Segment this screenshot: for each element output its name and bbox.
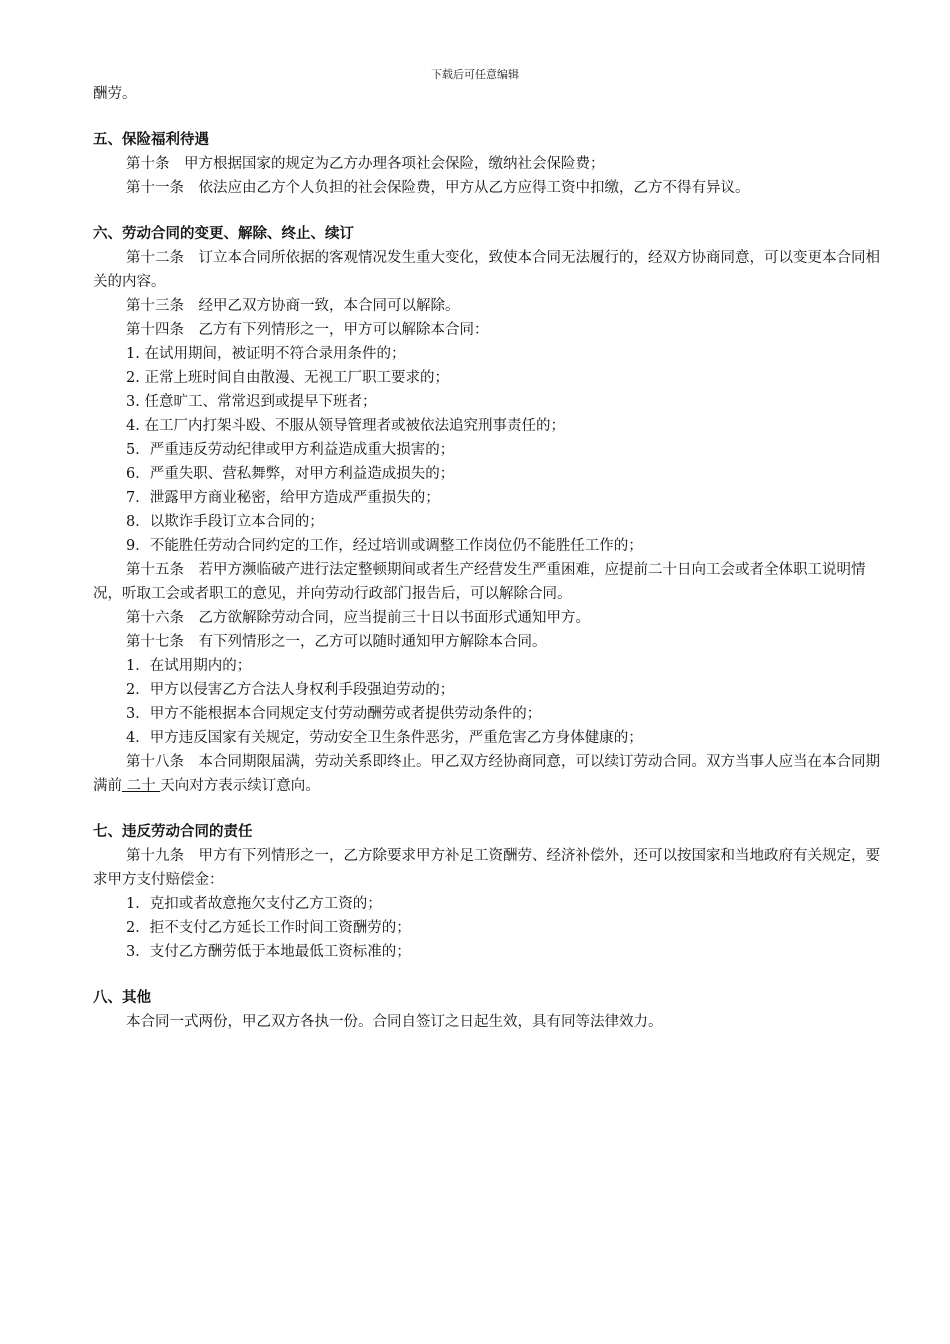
article-14-item: 3. 任意旷工、常常迟到或提早下班者； <box>126 394 377 410</box>
article-19-item: 3．支付乙方酬劳低于本地最低工资标准的； <box>126 944 411 960</box>
renewal-days-blank: 二十 <box>122 778 161 794</box>
lead-text: 酬劳。 <box>93 86 137 102</box>
article-14-item: 7．泄露甲方商业秘密，给甲方造成严重损失的； <box>126 490 440 506</box>
section-7-heading: 七、违反劳动合同的责任 <box>93 824 253 840</box>
article-17-item: 1．在试用期内的； <box>126 658 252 674</box>
article-18-text-start: 第十八条 本合同期限届满，劳动关系即终止。甲乙双方经协商同意，可以续订劳动合同。双方当事人应当在本合同期满前 <box>93 754 880 794</box>
article-18 <box>93 750 883 798</box>
article-13: 第十三条 经甲乙双方协商一致，本合同可以解除。 <box>126 298 460 314</box>
article-14-item: 1. 在试用期间，被证明不符合录用条件的； <box>126 346 406 362</box>
section-6-heading: 六、劳动合同的变更、解除、终止、续订 <box>93 226 354 242</box>
article-14-item: 6．严重失职、营私舞弊，对甲方利益造成损失的； <box>126 466 455 482</box>
article-18-text-end: 天向对方表示续订意向。 <box>160 778 320 794</box>
article-16: 第十六条 乙方欲解除劳动合同，应当提前三十日以书面形式通知甲方。 <box>126 610 590 626</box>
document-body <box>93 82 883 1034</box>
article-19-item: 1．克扣或者故意拖欠支付乙方工资的； <box>126 896 382 912</box>
article-17-item: 2．甲方以侵害乙方合法人身权利手段强迫劳动的； <box>126 682 455 698</box>
article-14-item: 8．以欺诈手段订立本合同的； <box>126 514 324 530</box>
article-17-item: 4．甲方违反国家有关规定，劳动安全卫生条件恶劣，严重危害乙方身体健康的； <box>126 730 643 746</box>
article-14-item: 9．不能胜任劳动合同约定的工作，经过培训或调整工作岗位仍不能胜任工作的； <box>126 538 643 554</box>
page-header: 下载后可任意编辑 <box>431 68 519 81</box>
section-8-text: 本合同一式两份，甲乙双方各执一份。合同自签订之日起生效，具有同等法律效力。 <box>126 1014 663 1030</box>
article-14: 第十四条 乙方有下列情形之一，甲方可以解除本合同： <box>126 322 489 338</box>
article-14-item: 2. 正常上班时间自由散漫、无视工厂职工要求的； <box>126 370 449 386</box>
section-8-heading: 八、其他 <box>93 990 151 1006</box>
article-15: 第十五条 若甲方濒临破产进行法定整顿期间或者生产经营发生严重困难，应提前二十日向工会或者全体职工说明情况，听取工会或者职工的意见，并向劳动行政部门报告后，可以解除合同。 <box>93 562 866 602</box>
article-10: 第十条 甲方根据国家的规定为乙方办理各项社会保险，缴纳社会保险费； <box>126 156 605 172</box>
article-19: 第十九条 甲方有下列情形之一，乙方除要求甲方补足工资酬劳、经济补偿外，还可以按国家和当地政府有关规定，要求甲方支付赔偿金： <box>93 848 880 888</box>
article-14-item: 5．严重违反劳动纪律或甲方利益造成重大损害的； <box>126 442 455 458</box>
article-11: 第十一条 依法应由乙方个人负担的社会保险费，甲方从乙方应得工资中扣缴，乙方不得有异议。 <box>126 180 750 196</box>
article-12: 第十二条 订立本合同所依据的客观情况发生重大变化，致使本合同无法履行的，经双方协商同意，可以变更本合同相关的内容。 <box>93 250 880 290</box>
article-17-item: 3．甲方不能根据本合同规定支付劳动酬劳或者提供劳动条件的； <box>126 706 542 722</box>
article-14-item: 4. 在工厂内打架斗殴、不服从领导管理者或被依法追究刑事责任的； <box>126 418 565 434</box>
article-19-item: 2．拒不支付乙方延长工作时间工资酬劳的； <box>126 920 411 936</box>
article-17: 第十七条 有下列情形之一，乙方可以随时通知甲方解除本合同。 <box>126 634 547 650</box>
section-5-heading: 五、保险福利待遇 <box>93 132 209 148</box>
